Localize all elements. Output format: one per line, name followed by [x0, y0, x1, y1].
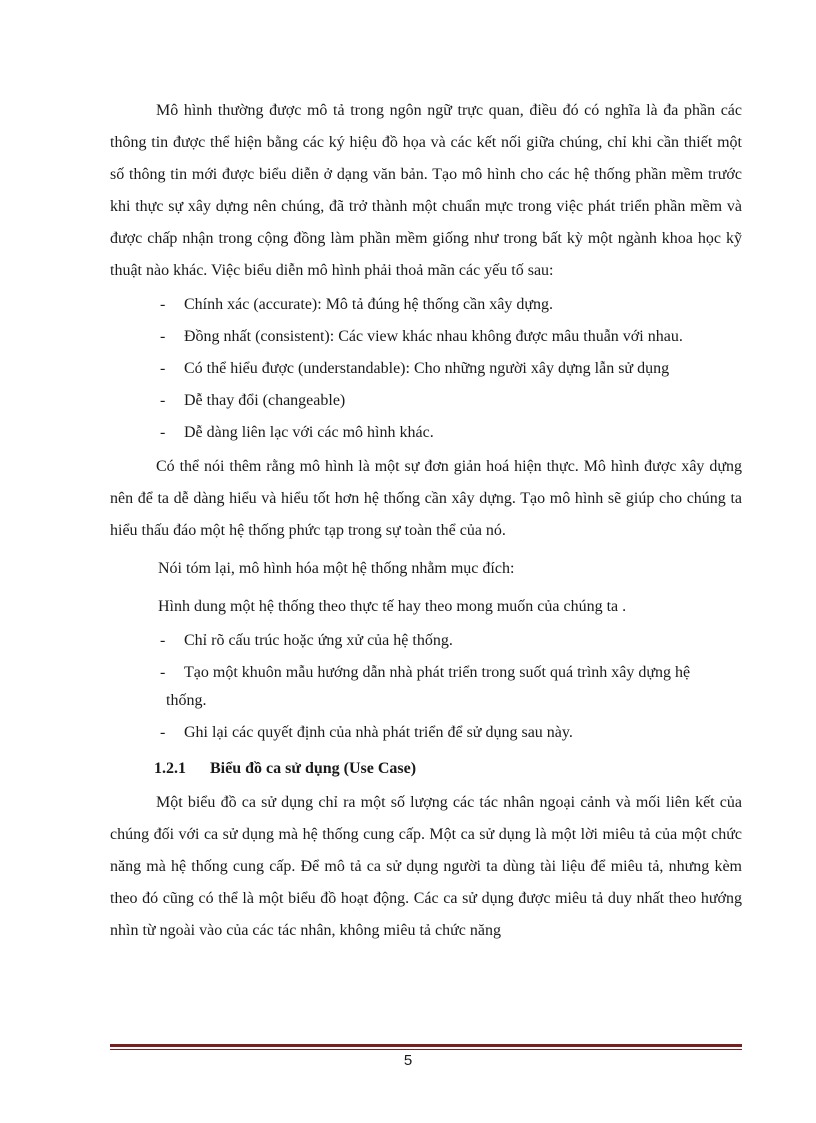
section-heading [110, 753, 742, 785]
requirements-list [110, 291, 742, 447]
list-item: - Tạo một khuôn mẫu hướng dẫn nhà phát triển trong suốt quá trình xây dựng hệ thống. [110, 659, 742, 715]
purpose-list [110, 627, 742, 747]
document-page [110, 95, 742, 947]
list-item: - Dễ dàng liên lạc với các mô hình khác. [110, 419, 742, 447]
bullet-dash: - [160, 328, 166, 345]
intro-paragraph: Mô hình thường được mô tả trong ngôn ngữ trực quan, điều đó có nghĩa là đa phần các thông tin được thể hiện bằng các ký hiệu đồ họa và các kết nối giữa chúng, chỉ khi cần thiết một số thông tin mới được biểu diễn ở dạng văn bản. Tạo mô hình cho các hệ thống phần mềm trước khi thực sự xây dựng nên chúng, đã trở thành một chuẩn mực trong việc phát triển phần mềm và được chấp nhận trong cộng đồng làm phần mềm giống như trong bất kỳ một ngành khoa học kỹ thuật nào khác. Việc biểu diễn mô hình phải thoả mãn các yếu tố sau: [110, 102, 742, 279]
bullet-dash: - [160, 392, 166, 409]
list-item: - Có thể hiểu được (understandable): Cho những người xây dựng lẫn sử dụng [110, 355, 742, 383]
bullet-dash: - [160, 632, 166, 649]
list-item: - Đồng nhất (consistent): Các view khác nhau không được mâu thuẫn với nhau. [110, 323, 742, 351]
summary-line: Nói tóm lại, mô hình hóa một hệ thống nhằm mục đích: [158, 560, 515, 577]
use-case-paragraph: Một biểu đồ ca sử dụng chỉ ra một số lượng các tác nhân ngoại cảnh và mối liên kết của chúng đối với ca sử dụng mà hệ thống cung cấp. Một ca sử dụng là một lời miêu tả của một chức năng mà hệ thống cung cấp. Để mô tả ca sử dụng người ta dùng tài liệu để miêu tả, nhưng kèm theo đó cũng có thể là một biểu đồ hoạt động. Các ca sử dụng được miêu tả duy nhất theo hướng nhìn từ ngoài vào của các tác nhân, không miêu tả chức năng [110, 794, 742, 939]
footer-rule [110, 1044, 742, 1050]
bullet-dash: - [160, 424, 166, 441]
simplification-paragraph: Có thể nói thêm rằng mô hình là một sự đơn giản hoá hiện thực. Mô hình được xây dựng nên để ta dễ dàng hiểu và hiểu tốt hơn hệ thống cần xây dựng. Tạo mô hình sẽ giúp cho chúng ta hiểu thấu đáo một hệ thống phức tạp trong sự toàn thể của nó. [110, 458, 742, 539]
bullet-dash: - [160, 664, 166, 681]
section-number: 1.2.1 [154, 760, 186, 777]
visualize-line: Hình dung một hệ thống theo thực tế hay theo mong muốn của chúng ta . [158, 598, 627, 615]
bullet-dash: - [160, 360, 166, 377]
list-item: - Chỉ rõ cấu trúc hoặc ứng xử của hệ thống. [110, 627, 742, 655]
section-title: Biểu đồ ca sử dụng (Use Case) [210, 760, 417, 777]
list-item: - Ghi lại các quyết định của nhà phát triển để sử dụng sau này. [110, 719, 742, 747]
page-number: 5 [403, 1052, 413, 1069]
list-item: - Dễ thay đổi (changeable) [110, 387, 742, 415]
bullet-dash: - [160, 724, 166, 741]
bullet-dash: - [160, 296, 166, 313]
list-item: - Chính xác (accurate): Mô tả đúng hệ thống cần xây dựng. [110, 291, 742, 319]
footer-rule-thin [110, 1049, 742, 1050]
